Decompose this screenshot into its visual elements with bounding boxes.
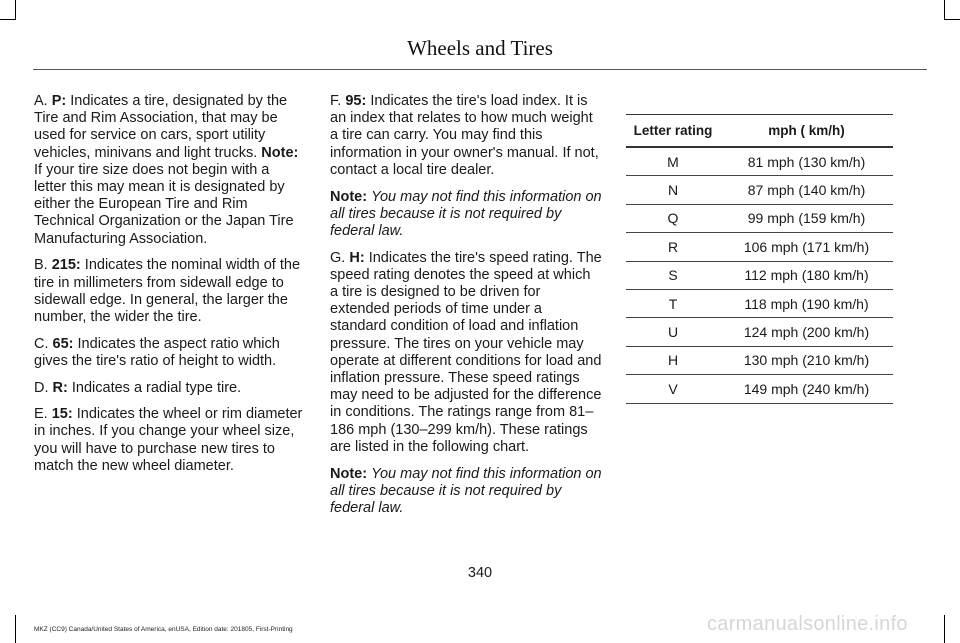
- item-text: Indicates the nominal width of the tire in millimeters from sidewall edge to sidewall edge. In general, the larger the number, the wider the tire.: [34, 257, 301, 325]
- item-code: H:: [349, 249, 365, 266]
- page-title: Wheels and Tires: [407, 36, 553, 60]
- item-text: Indicates a radial type tire.: [71, 379, 242, 396]
- speed-cell: 124 mph (200 km/h): [720, 318, 893, 346]
- speed-cell: 81 mph (130 km/h): [720, 147, 893, 176]
- item-b: [34, 257, 305, 326]
- note-text: You may not find this information on all tires because it is not required by federal law.: [330, 465, 602, 516]
- item-e: [34, 406, 305, 475]
- item-text: Indicates the tire's load index. It is an index that relates to how much weight a tire can carry. You may find this information in your owner's manual. If not, contact a local tire dealer.: [330, 93, 599, 178]
- item-code: 15:: [51, 406, 73, 423]
- speed-cell: 87 mph (140 km/h): [720, 176, 893, 204]
- note-1: [330, 189, 602, 241]
- header-rule: [33, 69, 927, 70]
- item-text: Indicates the wheel or rim diameter in inches. If you change your wheel size, you will have to purchase new tires to match the new wheel diameter.: [34, 406, 303, 474]
- item-code: 95:: [345, 93, 367, 109]
- note-text: You may not find this information on all tires because it is not required by federal law.: [330, 188, 602, 239]
- table-row: [626, 204, 893, 232]
- page-number: 340: [467, 565, 493, 581]
- letter-cell: M: [626, 147, 720, 176]
- table-row: [626, 176, 893, 204]
- item-prefix: A.: [34, 93, 48, 109]
- crop-mark: [0, 19, 16, 20]
- table-row: [626, 261, 893, 289]
- note-2: [330, 466, 602, 518]
- item-code: R:: [52, 379, 68, 396]
- left-column: [34, 93, 305, 485]
- watermark: carmanualsonline.info: [707, 613, 908, 635]
- crop-mark: [15, 615, 16, 643]
- item-prefix: C.: [34, 335, 49, 352]
- item-text: Indicates the tire's speed rating. The speed rating denotes the speed at which a tire is designed to be driven for extended periods of time under a standard condition of load and inflation pressure. The tires on your vehicle may operate at different conditions for load and inflation pressure. These speed ratings may need to be adjusted for the difference in conditions. The ratings range from 81–186 mph (130–299 km/h). These ratings are listed in the following chart.: [330, 249, 602, 455]
- item-text: Indicates the aspect ratio which gives the tire's ratio of height to width.: [34, 335, 280, 369]
- table-row: [626, 289, 893, 317]
- crop-mark: [15, 0, 16, 20]
- crop-mark: [944, 0, 945, 20]
- table-header-row: [626, 115, 893, 148]
- speed-cell: 118 mph (190 km/h): [720, 289, 893, 317]
- item-code: 215:: [51, 257, 81, 274]
- letter-cell: T: [626, 289, 720, 317]
- note-text: If your tire size does not begin with a letter this may mean it is designated by either the European Tire and Rim Technical Organization or the Japan Tire Manufacturing Association.: [34, 161, 294, 247]
- letter-cell: N: [626, 176, 720, 204]
- letter-cell: Q: [626, 204, 720, 232]
- item-prefix: E.: [34, 406, 48, 423]
- item-code: P:: [51, 93, 67, 109]
- item-prefix: B.: [34, 257, 48, 274]
- letter-cell: R: [626, 233, 720, 261]
- column-header: Letter rating: [626, 115, 720, 148]
- middle-column: [330, 93, 602, 527]
- speed-cell: 130 mph (210 km/h): [720, 346, 893, 374]
- speed-cell: 106 mph (171 km/h): [720, 233, 893, 261]
- note-label: Note:: [330, 465, 368, 482]
- speed-cell: 99 mph (159 km/h): [720, 204, 893, 232]
- table-row: [626, 318, 893, 346]
- letter-cell: S: [626, 261, 720, 289]
- speed-rating-table: [626, 114, 893, 404]
- note-label: Note:: [330, 188, 368, 205]
- item-prefix: D.: [34, 379, 49, 396]
- item-f: [330, 93, 602, 179]
- speed-cell: 112 mph (180 km/h): [720, 261, 893, 289]
- table-row: [626, 375, 893, 403]
- item-d: [34, 380, 305, 397]
- footer-edition-text: MKZ (CC9) Canada/United States of America, enUSA, Edition date: 201805, First-Printing: [34, 626, 293, 633]
- item-prefix: G.: [330, 249, 346, 266]
- speed-cell: 149 mph (240 km/h): [720, 375, 893, 403]
- crop-mark: [944, 615, 945, 643]
- item-text: Indicates a tire, designated by the Tire and Rim Association, that may be used for service on cars, sport utility vehicles, minivans and light trucks.: [34, 93, 288, 161]
- item-prefix: F.: [330, 93, 342, 109]
- note-label: Note:: [261, 144, 299, 161]
- item-a: [34, 93, 305, 248]
- table-row: [626, 346, 893, 374]
- letter-cell: U: [626, 318, 720, 346]
- item-code: 65:: [52, 335, 74, 352]
- letter-cell: V: [626, 375, 720, 403]
- table-row: [626, 233, 893, 261]
- crop-mark: [944, 19, 960, 20]
- letter-cell: H: [626, 346, 720, 374]
- column-header: mph ( km/h): [720, 115, 893, 148]
- item-g: [330, 250, 602, 456]
- table-row: [626, 147, 893, 176]
- item-c: [34, 336, 305, 370]
